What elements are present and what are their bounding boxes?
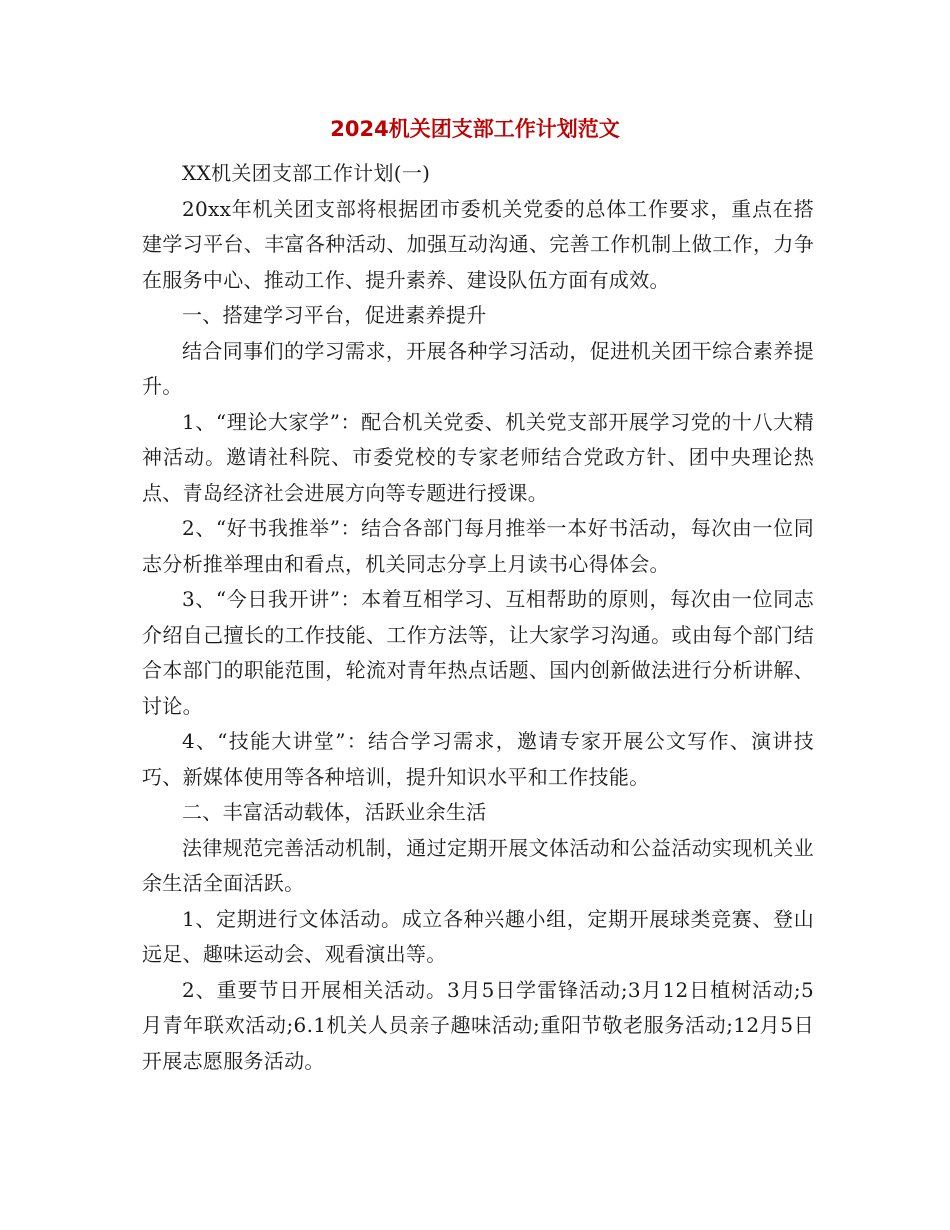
paragraph-activity-mechanism: 法律规范完善活动机制，通过定期开展文体活动和公益活动实现机关业余生活全面活跃。 bbox=[142, 835, 814, 895]
paragraph-holiday-activities: 2、重要节日开展相关活动。3月5日学雷锋活动;3月12日植树活动;5月青年联欢活动;6.1机关人员亲子趣味活动;重阳节敬老服务活动;12月5日开展志愿服务活动。 bbox=[142, 977, 814, 1073]
paragraph-book-recommendation: 2、“好书我推举”：结合各部门每月推举一本好书活动，每次由一位同志分析推举理由和看点，机关同志分享上月读书心得体会。 bbox=[142, 516, 814, 576]
section-heading-activities: 二、丰富活动载体，活跃业余生活 bbox=[182, 800, 487, 824]
paragraph-sports-activities: 1、定期进行文体活动。成立各种兴趣小组，定期开展球类竞赛、登山远足、趣味运动会、观看演出等。 bbox=[142, 906, 814, 966]
paragraph-plan-heading: XX机关团支部工作计划(一) bbox=[182, 161, 431, 185]
paragraph-theory-learning: 1、“理论大家学”：配合机关党委、机关党支部开展学习党的十八大精神活动。邀请社科院、市委党校的专家老师结合党政方针、团中央理论热点、青岛经济社会进展方向等专题进行授课。 bbox=[142, 409, 814, 505]
paragraph-today-lecture: 3、“今日我开讲”：本着互相学习、互相帮助的原则，每次由一位同志介绍自己擅长的工作技能、工作方法等，让大家学习沟通。或由每个部门结合本部门的职能范围，轮流对青年热点话题、国内创新做法进行分析讲解、讨论。 bbox=[142, 587, 814, 718]
section-heading-study-platform: 一、搭建学习平台，促进素养提升 bbox=[182, 303, 487, 327]
paragraph-study-needs: 结合同事们的学习需求，开展各种学习活动，促进机关团干综合素养提升。 bbox=[142, 338, 814, 398]
document-body bbox=[142, 156, 814, 1079]
paragraph-skills-lecture: 4、“技能大讲堂”：结合学习需求，邀请专家开展公文写作、演讲技巧、新媒体使用等各种培训，提升知识水平和工作技能。 bbox=[142, 729, 814, 789]
document-title: 2024机关团支部工作计划范文 bbox=[330, 117, 620, 141]
paragraph-intro: 20xx年机关团支部将根据团市委机关党委的总体工作要求，重点在搭建学习平台、丰富各种活动、加强互动沟通、完善工作机制上做工作，力争在服务中心、推动工作、提升素养、建设队伍方面有成效。 bbox=[142, 196, 814, 292]
